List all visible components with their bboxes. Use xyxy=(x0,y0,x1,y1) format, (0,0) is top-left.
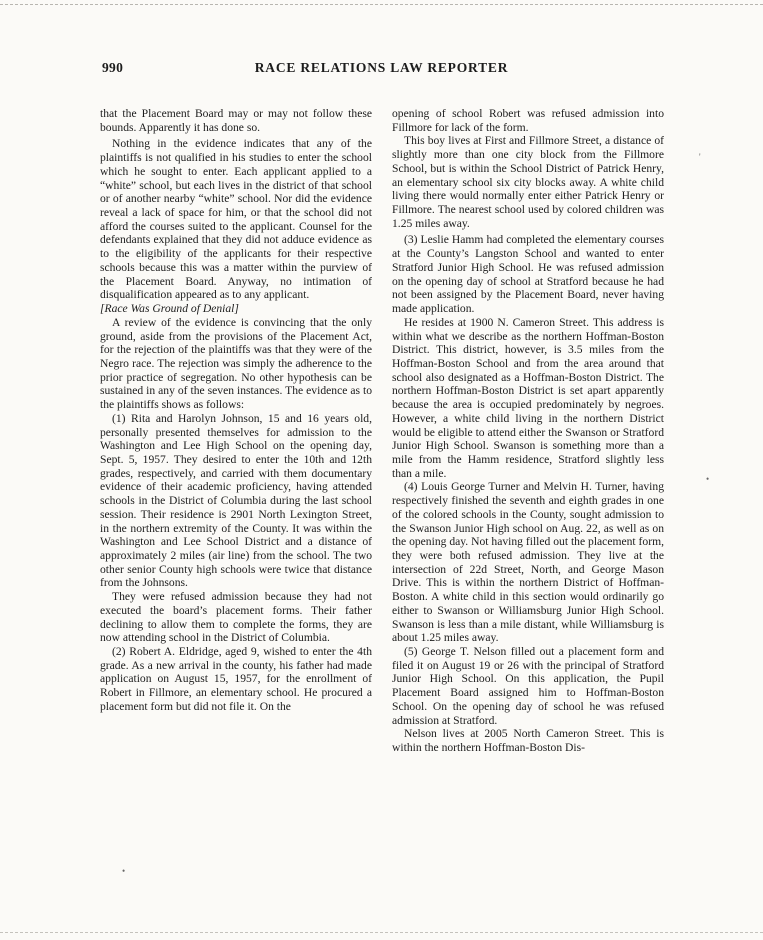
paragraph: (3) Leslie Hamm had completed the elementary courses at the County’s Langston School and wanted to enter Stratford Junior High School. He was refused admission on the opening day of school at Stratford because he had not been assigned by the Placement Board, never having made application. xyxy=(392,233,664,316)
paragraph: A review of the evidence is convincing that the only ground, aside from the provisions of the Placement Act, for the rejection of the plaintiffs was that they were of the Negro race. The rejection was simply the adherence to the prior practice of segregation. No other hypothesis can be sustained in any of the seven instances. The evidence as to the plaintiffs shows as follows: xyxy=(100,315,372,412)
right-column xyxy=(392,107,664,755)
bottom-scan-rule xyxy=(0,932,763,933)
paragraph: Nothing in the evidence indicates that any of the plaintiffs is not qualified in his studies to enter the school which he sought to enter. Each applicant applied to a “white” school, but each lives in the district of that school or of another nearby “white” school. Nor did the evidence reveal a lack of space for him, or that the school did not afford the courses suited to the applicant. Counsel for the defendants explained that they did not adduce evidence as to the eligibility of the applicants for their respective schools because this was a matter within the purview of the Placement Board. Anyway, no intimation of disqualification appeared as to any applicant. xyxy=(100,137,372,302)
paragraph: This boy lives at First and Fillmore Street, a distance of slightly more than one city block from the Fillmore School, but is within the School District of Patrick Henry, an elementary school six city blocks away. A white child living there would normally enter either Patrick Henry or Fillmore. The nearest school used by colored children was 1.25 miles away. xyxy=(392,134,664,230)
scan-speck: • xyxy=(122,866,126,876)
section-subheading: [Race Was Ground of Denial] xyxy=(100,302,239,316)
scan-speck: • xyxy=(706,474,710,484)
paragraph: that the Placement Board may or may not follow these bounds. Apparently it has done so. xyxy=(100,107,372,134)
paragraph: He resides at 1900 N. Cameron Street. This address is within what we describe as the northern Hoffman-Boston District. This district, however, is 3.5 miles from the Hoffman-Boston School and from the area around that school also designated as a Hoffman-Boston District. The northern Hoffman-Boston District is set apart apparently because the area is occupied predominately by negroes. However, a white child living in the northern District would be eligible to attend either the Swanson or Stratford Junior High School. Swanson is something more than a mile from the Hamm residence, Stratford slightly less than a mile. xyxy=(392,315,664,480)
paragraph: They were refused admission because they had not executed the board’s placement forms. Their father declining to allow them to complete the forms, they are now attending school in the District of Columbia. xyxy=(100,590,372,645)
paragraph: (2) Robert A. Eldridge, aged 9, wished to enter the 4th grade. As a new arrival in the county, his father had made application on August 15, 1957, for the enrollment of Robert in Fillmore, an elementary school. He procured a placement form but did not file it. On the xyxy=(100,645,372,713)
paragraph: (4) Louis George Turner and Melvin H. Turner, having respectively finished the seventh and eighth grades in one of the colored schools in the County, sought admission to the Swanson Junior High school on Aug. 22, as well as on the opening day. Not having filled out the placement form, they were both refused admission. They live at the intersection of 22d Street, North, and George Mason Drive. This is within the northern District of Hoffman-Boston. A white child in this section would ordinarily go either to Swanson or Williamsburg Junior High School. Swanson is less than a mile distant, while Williamsburg is about 1.25 miles away. xyxy=(392,480,664,645)
running-head: RACE RELATIONS LAW REPORTER xyxy=(254,60,509,75)
paragraph: (1) Rita and Harolyn Johnson, 15 and 16 years old, personally presented themselves for admission to the Washington and Lee High School on the opening day, Sept. 5, 1957. They desired to enter the 10th and 12th grades, respectively, and carried with them documentary evidence of their academic proficiency, having attended schools in the District of Columbia during the last school session. Their residence is 2901 North Lexington Street, in the northern extremity of the County. It was within the Washington and Lee School District and a distance of approximately 2 miles (air line) from the school. The two other senior County high schools were twice that distance from the Johnsons. xyxy=(100,411,372,590)
paragraph: Nelson lives at 2005 North Cameron Street. This is within the northern Hoffman-Boston Dis- xyxy=(392,727,664,755)
top-scan-rule xyxy=(0,4,763,5)
paragraph: (5) George T. Nelson filled out a placement form and filed it on August 19 or 26 with the principal of Stratford Junior High School. On this application, the Pupil Placement Board assigned him to Hoffman-Boston School. On the opening day of school he was refused admission at Stratford. xyxy=(392,645,664,727)
scan-speck: ' xyxy=(699,152,701,162)
page-number: 990 xyxy=(102,60,124,75)
paragraph: opening of school Robert was refused admission into Fillmore for lack of the form. xyxy=(392,107,664,134)
page-header xyxy=(102,60,661,82)
left-column xyxy=(100,107,372,714)
